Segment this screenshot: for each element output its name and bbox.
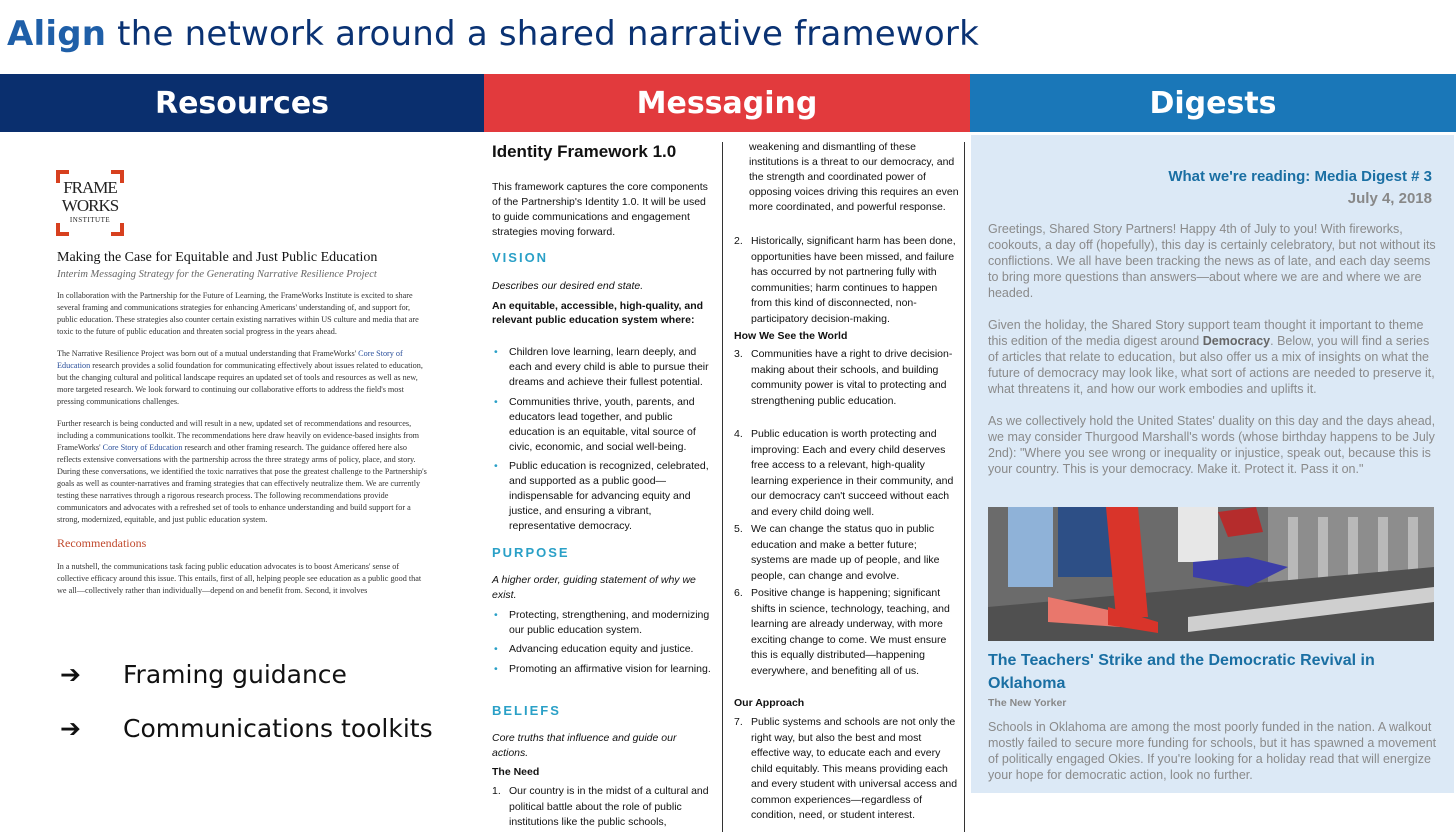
digests-panel [970, 132, 1456, 819]
document-paragraph: Further research is being conducted and will result in a new, updated set of recommendations and resources, including a communications toolkit. The recommendations here draw heavily on evidence-based insights from FrameWorks' Core Story of Education research and other framing research. The guidance offered here also reflects extensive conversations with the partnership across the three strategy arms of policy, place, and story. During these conversations, we identified the toxic narratives that pose the greatest challenge to the Partnership's goals as well as counter-narratives and framing strategies that can effectively neutralize them. We are currently testing these narratives through a rigorous research process. The following recommendations provide communicators and advocates with a refreshed set of tools to enhance understanding and build support for a strong, modernized, equitable, and just public education system. [57, 419, 427, 524]
article-illustration[interactable] [988, 507, 1434, 641]
digest-paragraph: As we collectively hold the United States' duality on this day and the days ahead, we may consider Thurgood Marshall's words (whose birthday happens to be July 2nd): "Where you see wrong or inequality or injustice, speak out, because this is your country. This is your democracy. Make it. Protect it. Pass it on." [988, 414, 1436, 476]
belief-item: 7. Public systems and schools are not only the right way, but also the best and most effective way, to educate each and every child equitably. This means providing each and every student with universal access and common experiences—regardless of condition, need, or student interest. [734, 716, 958, 821]
beliefs-description: Core truths that influence and guide our actions. [492, 732, 677, 759]
digest-title: What we're reading: Media Digest # 3 [1168, 168, 1432, 185]
recommendations-heading: Recommendations [57, 536, 147, 550]
frameworks-logo: FRAME WORKS INSTITUTE [56, 170, 124, 236]
digest-date: July 4, 2018 [1347, 190, 1432, 207]
vision-item: • Children love learning, learn deeply, and each and every child is able to pursue their dreams and achieve their fullest potential. [492, 345, 720, 390]
article-source: The New Yorker [988, 697, 1067, 709]
belief-item: 3. Communities have a right to drive decision-making about their schools, and building community power is vital to protecting and strengthening public education. [734, 348, 953, 407]
belief-item: 6. Positive change is happening; significant shifts in science, technology, teaching, and learning are already underway, with more exciting change to come. We must ensure this is equally distributed—happening everywhere, and benefiting all of us. [734, 587, 950, 677]
column-header-messaging: Messaging [484, 74, 970, 132]
our-approach-heading: Our Approach [734, 697, 805, 709]
digest-paragraph: Given the holiday, the Shared Story support team thought it important to theme this edition of the media digest around Democracy. Below, you will find a series of articles that relate to education, but also offer us a mix of insights on what the future of democracy may look like, what sort of actions are needed to preserve it, what threatens it, and how our work embodies and uplifts it. [988, 318, 1435, 396]
belief-item: 2. Historically, significant harm has been done, opportunities have been missed, and failure has occurred by not partnering fully with communities; harm continues to happen from this kind of disconnected, non-participatory decision-making. [734, 235, 956, 325]
purpose-heading: PURPOSE [492, 545, 570, 560]
article-illustration-graphic [988, 507, 1434, 641]
core-story-link[interactable]: Core Story of Education [57, 349, 403, 370]
vision-description: Describes our desired end state. [492, 280, 644, 292]
purpose-description: A higher order, guiding statement of why we exist. [492, 574, 696, 601]
media-digest-card [971, 135, 1454, 793]
purpose-item: • Protecting, strengthening, and modernizing our public education system. [492, 608, 720, 638]
resources-panel [0, 132, 484, 819]
framework-intro: This framework captures the core components of the Partnership's Identity 1.0. It will be used to guide communications and engagement strategies moving forward. [492, 181, 708, 238]
bullet-communications-toolkits: ➔ Communications toolkits [60, 714, 433, 743]
document-paragraph: In collaboration with the Partnership for the Future of Learning, the FrameWorks Institute is excited to share several framing and communications strategies for enhancing Americans' understanding of, and support for, public education. These strategies also counter certain existing narratives within US culture and media that are toxic to the future of public education and threaten social progress in the years ahead. [57, 291, 419, 336]
purpose-item: • Advancing education equity and justice. [492, 642, 720, 657]
vision-heading: VISION [492, 250, 549, 265]
belief-item: 1. Our country is in the midst of a cultural and political battle about the role of public institutions like the public schools, [492, 785, 709, 828]
continued-text: weakening and dismantling of these institutions is a threat to our democracy, and the strength and coordinated power of opposing voices driving this requires an even more coordinated, and powerful response. [749, 141, 959, 213]
how-we-see-heading: How We See the World [734, 330, 848, 342]
vision-item: • Communities thrive, youth, parents, and educators lead together, and public education is an equitable, vital source of civic, economic, and social well-being. [492, 395, 720, 455]
column-divider [964, 142, 965, 832]
beliefs-heading: BELIEFS [492, 703, 561, 718]
column-header-digests: Digests [970, 74, 1456, 132]
document-paragraph: The Narrative Resilience Project was born out of a mutual understanding that FrameWorks' Core Story of Education research provides a solid foundation for communicating effectively about issues related to education, but the changing cultural and political landscape requires an updated set of tools and resources as well as new, more targeted research. We look forward to continuing our collaborative efforts to address the field's most pressing communications challenges. [57, 349, 423, 406]
purpose-item: • Promoting an affirmative vision for learning. [492, 662, 720, 677]
vision-statement: An equitable, accessible, high-quality, and relevant public education system where: [492, 300, 704, 326]
framework-title: Identity Framework 1.0 [492, 142, 677, 161]
resource-document-preview [57, 250, 429, 622]
document-title: Making the Case for Equitable and Just Public Education [57, 250, 378, 265]
slide-title [7, 14, 979, 54]
article-title-link[interactable]: The Teachers' Strike and the Democratic Revival in Oklahoma [988, 652, 1375, 692]
bullet-framing-guidance: ➔ Framing guidance [60, 660, 347, 689]
arrow-right-icon: ➔ [60, 714, 81, 743]
belief-item: 4. Public education is worth protecting and improving: Each and every child deserves free access to a relevant, high-quality learning experience in their community, and our democracy can't succeed without each and every child doing well. [734, 428, 954, 518]
digest-paragraph: Greetings, Shared Story Partners! Happy 4th of July to you! With fireworks, cookouts, a day off (hopefully), this day is certainly celebratory, but not without its conflictions. We all have been tracking the news as of late, and each day seems to bring more questions than answers—about where we are and where we are headed. [988, 222, 1436, 300]
column-header-resources: Resources [0, 74, 484, 132]
belief-item: 5. We can change the status quo in public education and make a better future; systems are made up of people, and like people, can change and evolve. [734, 523, 940, 582]
vision-item: • Public education is recognized, celebrated, and supported as a public good—indispensable for advancing equity and justice, and ensuring a vibrant, representative democracy. [492, 459, 720, 534]
article-summary: Schools in Oklahoma are among the most poorly funded in the nation. A walkout mostly failed to secure more funding for schools, but it has spawned a movement of politically engaged Okies. If you're looking for a holiday read that will energize your hope for democratic action, look no further. [988, 720, 1437, 782]
slide-title-rest: the network around a shared narrative framework [106, 14, 980, 54]
arrow-right-icon: ➔ [60, 660, 81, 689]
column-divider [722, 142, 723, 832]
slide-title-bold: Align [7, 14, 107, 54]
document-subtitle: Interim Messaging Strategy for the Generating Narrative Resilience Project [57, 269, 377, 280]
core-story-link[interactable]: Core Story of Education [102, 443, 183, 452]
document-paragraph: In a nutshell, the communications task facing public education advocates is to boost Americans' sense of collective efficacy around this issue. This entails, first of all, helping people see education as a public good that we all—collectively rather than individually—depend on and benefit from. Second, it involves [57, 562, 422, 595]
need-heading: The Need [492, 766, 540, 778]
messaging-panel [484, 132, 970, 828]
